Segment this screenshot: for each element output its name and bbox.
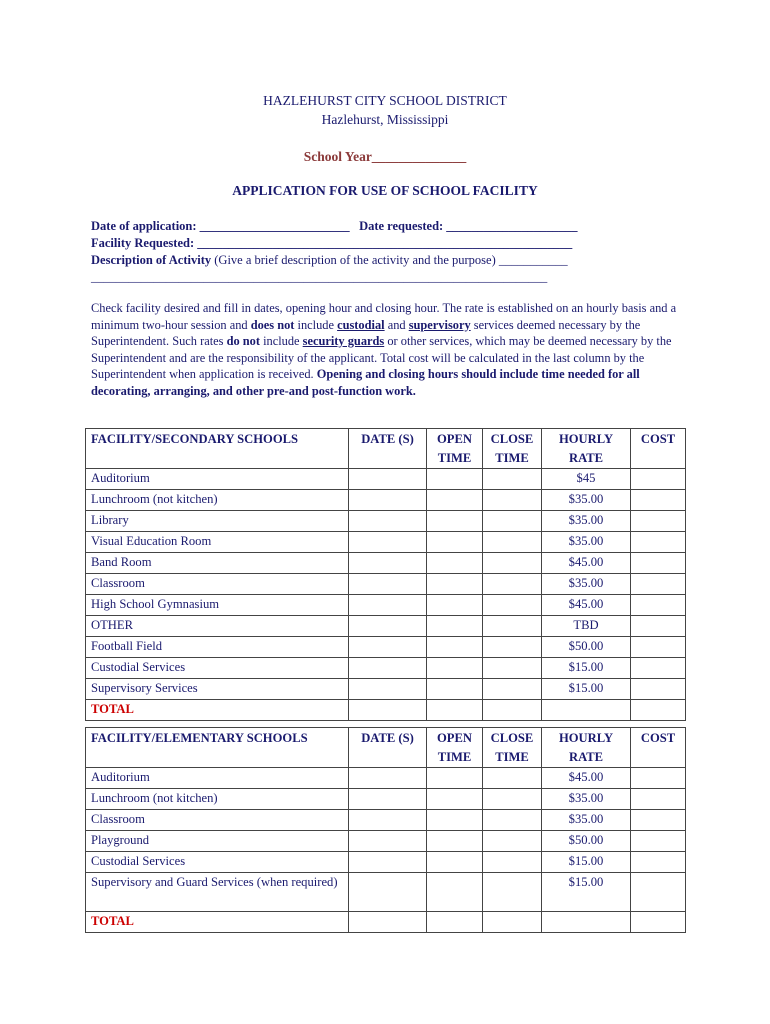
dates-line xyxy=(91,218,691,235)
dates-cell[interactable] xyxy=(349,768,427,789)
hourly-rate: $50.00 xyxy=(542,637,631,658)
cost-cell[interactable] xyxy=(631,574,686,595)
close-time-column-header xyxy=(483,429,542,469)
hourly-rate: $45 xyxy=(542,469,631,490)
cost-cell[interactable] xyxy=(631,637,686,658)
facility-column-header: FACILITY/ELEMENTARY SCHOOLS xyxy=(86,728,349,768)
hourly-rate-column-header xyxy=(542,728,631,768)
header-text: HOURLY xyxy=(558,731,614,745)
instructions-emphasis: custodial xyxy=(337,317,385,332)
cost-cell[interactable] xyxy=(631,532,686,553)
instructions-emphasis: does not xyxy=(250,317,295,332)
total-cost-cell[interactable] xyxy=(631,912,686,933)
facility-name: Auditorium xyxy=(86,768,349,789)
open-time-cell[interactable] xyxy=(427,511,483,532)
close-time-cell[interactable] xyxy=(483,679,542,700)
hourly-rate: $35.00 xyxy=(542,574,631,595)
close-time-cell[interactable] xyxy=(483,810,542,831)
hourly-rate: TBD xyxy=(542,616,631,637)
close-time-cell[interactable] xyxy=(483,574,542,595)
cost-column-header: COST xyxy=(631,429,686,469)
dates-cell[interactable] xyxy=(349,490,427,511)
district-city: Hazlehurst, Mississippi xyxy=(321,112,449,127)
open-time-cell[interactable] xyxy=(427,789,483,810)
open-time-cell[interactable] xyxy=(427,532,483,553)
dates-column-header: DATE (S) xyxy=(349,429,427,469)
instructions-text: include xyxy=(259,334,303,348)
header-text: TIME xyxy=(437,750,472,764)
cost-cell[interactable] xyxy=(631,768,686,789)
hourly-rate: $15.00 xyxy=(542,852,631,873)
instructions-emphasis: Opening and closing hours should include time needed for all decorating, arranging, and other pre-and post-function work. xyxy=(91,367,640,398)
table-row xyxy=(86,679,686,700)
district-name: HAZLEHURST CITY SCHOOL DISTRICT xyxy=(263,93,507,108)
table-header-row xyxy=(86,728,686,768)
hourly-rate: $35.00 xyxy=(542,810,631,831)
open-time-cell[interactable] xyxy=(427,852,483,873)
elementary-facility-table xyxy=(85,727,686,933)
close-time-cell[interactable] xyxy=(483,532,542,553)
document-title: APPLICATION FOR USE OF SCHOOL FACILITY xyxy=(232,183,538,198)
table-row xyxy=(86,553,686,574)
table-row xyxy=(86,616,686,637)
dates-cell[interactable] xyxy=(349,873,427,912)
header-text: HOURLY xyxy=(558,432,614,446)
facility-name: Lunchroom (not kitchen) xyxy=(86,789,349,810)
description-field-line[interactable]: _________________________________________________________________________ xyxy=(91,270,548,284)
cost-cell[interactable] xyxy=(631,679,686,700)
dates-cell[interactable] xyxy=(349,616,427,637)
date-of-application-field[interactable]: Date of application: ________________________ xyxy=(91,219,350,233)
cost-column-header: COST xyxy=(631,728,686,768)
table-row xyxy=(86,831,686,852)
dates-cell[interactable] xyxy=(349,810,427,831)
hourly-rate-column-header xyxy=(542,429,631,469)
dates-cell[interactable] xyxy=(349,637,427,658)
open-time-cell[interactable] xyxy=(427,469,483,490)
header-text: TIME xyxy=(495,451,529,465)
close-time-column-header xyxy=(483,728,542,768)
instructions-emphasis: do not xyxy=(226,334,260,348)
instructions-text: and xyxy=(384,317,409,332)
close-time-cell[interactable] xyxy=(483,490,542,511)
table-header-row xyxy=(86,429,686,469)
close-time-cell[interactable] xyxy=(483,831,542,852)
close-time-cell[interactable] xyxy=(483,511,542,532)
open-time-cell[interactable] xyxy=(427,616,483,637)
cost-cell[interactable] xyxy=(631,616,686,637)
header-text: CLOSE xyxy=(490,731,534,745)
dates-cell[interactable] xyxy=(349,532,427,553)
table-row xyxy=(86,532,686,553)
open-time-cell xyxy=(427,700,483,721)
date-requested-field[interactable]: Date requested: _____________________ xyxy=(359,219,578,233)
total-label: TOTAL xyxy=(86,912,349,933)
school-year-field[interactable]: School Year______________ xyxy=(303,149,467,164)
facility-name: Classroom xyxy=(86,574,349,595)
open-time-cell[interactable] xyxy=(427,490,483,511)
header-text: RATE xyxy=(568,750,604,764)
hourly-rate: $15.00 xyxy=(542,679,631,700)
table-row xyxy=(86,595,686,616)
instructions-text: or other services, which may be deemed necessary by the Superintendent and are the responsibility of the applicant. Total cost will be calculated in the last column by the Superintendent when application is received. xyxy=(91,334,672,381)
cost-cell[interactable] xyxy=(631,490,686,511)
dates-column-header: DATE (S) xyxy=(349,728,427,768)
open-time-cell xyxy=(427,912,483,933)
header-text: OPEN xyxy=(437,432,472,446)
table-row xyxy=(86,852,686,873)
table-row xyxy=(86,511,686,532)
facility-name: Playground xyxy=(86,831,349,852)
table-row xyxy=(86,490,686,511)
dates-cell[interactable] xyxy=(349,679,427,700)
table-row xyxy=(86,637,686,658)
close-time-cell[interactable] xyxy=(483,616,542,637)
dates-cell[interactable] xyxy=(349,658,427,679)
dates-cell xyxy=(349,700,427,721)
facility-name: Visual Education Room xyxy=(86,532,349,553)
header-text: CLOSE xyxy=(490,432,534,446)
instructions-emphasis: supervisory xyxy=(408,317,471,332)
hourly-rate: $45.00 xyxy=(542,595,631,616)
close-time-cell[interactable] xyxy=(483,658,542,679)
dates-cell[interactable] xyxy=(349,553,427,574)
open-time-cell[interactable] xyxy=(427,679,483,700)
secondary-facility-table xyxy=(85,428,686,721)
hourly-rate: $45.00 xyxy=(542,768,631,789)
table-row xyxy=(86,873,686,912)
hourly-rate: $50.00 xyxy=(542,831,631,852)
total-label: TOTAL xyxy=(86,700,349,721)
open-time-column-header xyxy=(427,728,483,768)
instructions-emphasis: security guards xyxy=(302,334,385,348)
facility-name: Supervisory and Guard Services (when required) xyxy=(86,873,349,912)
open-time-cell[interactable] xyxy=(427,831,483,852)
table-row xyxy=(86,789,686,810)
open-time-cell[interactable] xyxy=(427,574,483,595)
facility-name: Library xyxy=(86,511,349,532)
hourly-rate: $35.00 xyxy=(542,532,631,553)
instructions-text: services deemed necessary by the Superintendent. Such rates xyxy=(91,317,641,348)
close-time-cell[interactable] xyxy=(483,637,542,658)
instructions-text: Check facility desired and fill in dates, opening hour and closing hour. The rate is established on an hourly basis and a minimum two-hour session and xyxy=(91,301,677,332)
cost-cell[interactable] xyxy=(631,469,686,490)
description-line xyxy=(91,252,691,269)
hourly-rate: $35.00 xyxy=(542,511,631,532)
dates-cell[interactable] xyxy=(349,469,427,490)
cost-cell[interactable] xyxy=(631,852,686,873)
dates-cell[interactable] xyxy=(349,511,427,532)
facility-name: Band Room xyxy=(86,553,349,574)
facility-name: Classroom xyxy=(86,810,349,831)
open-time-cell[interactable] xyxy=(427,768,483,789)
table-row xyxy=(86,768,686,789)
close-time-cell[interactable] xyxy=(483,595,542,616)
open-time-cell[interactable] xyxy=(427,658,483,679)
hourly-rate xyxy=(542,912,631,933)
header-text: TIME xyxy=(437,451,472,465)
close-time-cell[interactable] xyxy=(483,789,542,810)
close-time-cell[interactable] xyxy=(483,469,542,490)
open-time-cell[interactable] xyxy=(427,637,483,658)
cost-cell[interactable] xyxy=(631,658,686,679)
close-time-cell xyxy=(483,700,542,721)
close-time-cell[interactable] xyxy=(483,768,542,789)
description-label: Description of Activity xyxy=(91,253,212,267)
dates-cell[interactable] xyxy=(349,789,427,810)
facility-name: Auditorium xyxy=(86,469,349,490)
close-time-cell xyxy=(483,912,542,933)
facility-name: Supervisory Services xyxy=(86,679,349,700)
facility-name: Custodial Services xyxy=(86,658,349,679)
facility-name: Custodial Services xyxy=(86,852,349,873)
total-row xyxy=(86,912,686,933)
hourly-rate: $15.00 xyxy=(542,873,631,912)
header-text: OPEN xyxy=(437,731,472,745)
instructions-text: include xyxy=(294,317,338,332)
cost-cell[interactable] xyxy=(631,831,686,852)
hourly-rate: $45.00 xyxy=(542,553,631,574)
facility-name: Lunchroom (not kitchen) xyxy=(86,490,349,511)
table-row xyxy=(86,469,686,490)
open-time-cell[interactable] xyxy=(427,810,483,831)
dates-cell[interactable] xyxy=(349,574,427,595)
table-row xyxy=(86,658,686,679)
open-time-cell[interactable] xyxy=(427,553,483,574)
dates-cell[interactable] xyxy=(349,831,427,852)
dates-cell[interactable] xyxy=(349,852,427,873)
instructions-paragraph xyxy=(91,300,683,399)
close-time-cell[interactable] xyxy=(483,852,542,873)
cost-cell[interactable] xyxy=(631,511,686,532)
close-time-cell[interactable] xyxy=(483,553,542,574)
dates-cell[interactable] xyxy=(349,595,427,616)
facility-column-header: FACILITY/SECONDARY SCHOOLS xyxy=(86,429,349,469)
cost-cell[interactable] xyxy=(631,553,686,574)
hourly-rate: $35.00 xyxy=(542,490,631,511)
cost-cell[interactable] xyxy=(631,810,686,831)
dates-cell xyxy=(349,912,427,933)
facility-name: Football Field xyxy=(86,637,349,658)
table-row xyxy=(86,810,686,831)
facility-requested-field[interactable]: Facility Requested: ____________________________________________________________ xyxy=(91,236,573,250)
hourly-rate: $35.00 xyxy=(542,789,631,810)
header-text: RATE xyxy=(568,451,604,465)
open-time-cell[interactable] xyxy=(427,873,483,912)
hourly-rate: $15.00 xyxy=(542,658,631,679)
total-row xyxy=(86,700,686,721)
table-row xyxy=(86,574,686,595)
cost-cell[interactable] xyxy=(631,595,686,616)
cost-cell[interactable] xyxy=(631,789,686,810)
facility-name: OTHER xyxy=(86,616,349,637)
open-time-column-header xyxy=(427,429,483,469)
header-text: TIME xyxy=(495,750,529,764)
cost-cell[interactable] xyxy=(631,873,686,912)
application-form xyxy=(91,218,691,286)
total-cost-cell[interactable] xyxy=(631,700,686,721)
description-hint[interactable]: (Give a brief description of the activity and the purpose) ___________ xyxy=(214,253,568,267)
open-time-cell[interactable] xyxy=(427,595,483,616)
hourly-rate xyxy=(542,700,631,721)
close-time-cell[interactable] xyxy=(483,873,542,912)
facility-name: High School Gymnasium xyxy=(86,595,349,616)
